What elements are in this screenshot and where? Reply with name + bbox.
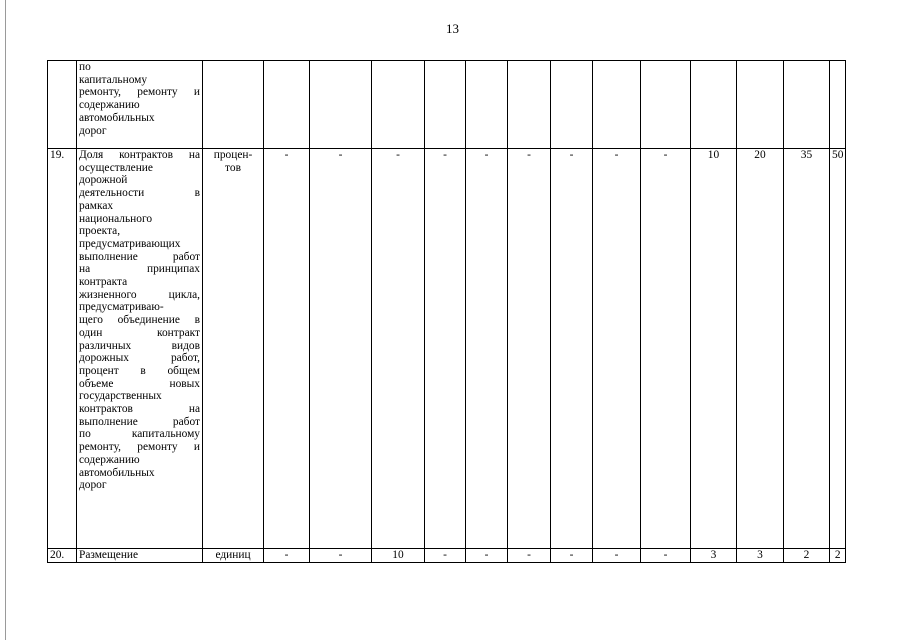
value-cell: -	[264, 549, 310, 563]
table-row	[48, 549, 846, 563]
indicator-name-line: по капитальному	[79, 428, 200, 441]
indicator-name-cell	[77, 549, 203, 563]
unit-line: тов	[225, 161, 241, 174]
unit-line: единиц	[215, 549, 251, 561]
indicator-name-line: Доля контрактов на	[79, 149, 200, 161]
value-cell: -	[641, 549, 691, 563]
value-cell: -	[466, 149, 508, 549]
value-cell: 3	[737, 549, 784, 563]
indicator-name-line: щего объединение в	[79, 314, 200, 327]
indicator-name-cell	[77, 149, 203, 549]
indicator-name-line: предусматривающих	[79, 237, 181, 250]
indicator-name-line: выполнение работ	[79, 415, 200, 428]
value-cell: -	[641, 149, 691, 549]
value-cell: -	[310, 549, 372, 563]
value-cell	[372, 61, 425, 149]
value-cell	[737, 61, 784, 149]
indicator-name-line: ремонту, ремонту и	[79, 86, 200, 99]
value-cell	[641, 61, 691, 149]
indicator-name-line: на принципах	[79, 263, 200, 276]
indicator-name-line: контрактов на	[79, 403, 200, 416]
value-cell	[593, 61, 641, 149]
indicators-table	[47, 60, 846, 563]
value-cell: -	[372, 149, 425, 549]
row-number-cell	[48, 61, 77, 149]
indicator-name-line: автомобильных	[79, 466, 155, 479]
value-cell	[830, 61, 846, 149]
table-row	[48, 61, 846, 149]
value-cell: 10	[691, 149, 737, 549]
indicator-name-line: ремонту, ремонту и	[79, 441, 200, 454]
unit-cell	[203, 149, 264, 549]
indicator-name-line: различных видов	[79, 339, 200, 352]
value-cell	[784, 61, 830, 149]
value-cell: 3	[691, 549, 737, 563]
indicator-name-line: осуществление	[79, 161, 153, 174]
value-cell: -	[508, 149, 551, 549]
indicator-name-line: процент в общем	[79, 364, 200, 377]
value-cell: 10	[372, 549, 425, 563]
indicator-name-line: предусматриваю-	[79, 301, 164, 314]
value-cell: -	[593, 149, 641, 549]
value-cell: 2	[784, 549, 830, 563]
indicator-name-line: контракта	[79, 276, 128, 289]
value-cell	[466, 61, 508, 149]
value-cell: -	[425, 549, 466, 563]
value-cell: -	[551, 549, 593, 563]
value-cell: 50	[830, 149, 846, 549]
value-cell	[551, 61, 593, 149]
indicator-name-line: национального	[79, 212, 153, 225]
value-cell	[691, 61, 737, 149]
value-cell: -	[508, 549, 551, 563]
value-cell	[310, 61, 372, 149]
value-cell: 35	[784, 149, 830, 549]
indicator-name-line: дорог	[79, 479, 107, 492]
value-cell: -	[310, 149, 372, 549]
indicator-name-line: деятельности в	[79, 187, 200, 200]
unit-cell	[203, 549, 264, 563]
indicator-name-line: дорожной	[79, 174, 128, 187]
unit-cell	[203, 61, 264, 149]
indicator-name-line: Размещение	[79, 549, 139, 561]
indicator-name-line: содержанию	[79, 99, 140, 112]
value-cell: 20	[737, 149, 784, 549]
value-cell: -	[466, 549, 508, 563]
value-cell	[264, 61, 310, 149]
indicator-name-line: проекта,	[79, 225, 121, 238]
indicator-name-line: один контракт	[79, 326, 200, 339]
value-cell: -	[425, 149, 466, 549]
unit-line: процен-	[213, 149, 253, 161]
indicator-name-cell	[77, 61, 203, 149]
indicator-name-line: дорожных работ,	[79, 352, 200, 365]
value-cell: -	[551, 149, 593, 549]
indicator-name-line: автомобильных	[79, 111, 155, 124]
indicator-name-line: капитальному	[79, 73, 148, 86]
indicator-name-line: выполнение работ	[79, 250, 200, 263]
value-cell	[425, 61, 466, 149]
row-number-cell: 19.	[48, 149, 77, 549]
value-cell	[508, 61, 551, 149]
indicator-name-line: жизненного цикла,	[79, 288, 200, 301]
indicator-name-line: государственных	[79, 390, 162, 403]
indicator-name-line: дорог	[79, 124, 107, 137]
page-number: 13	[446, 21, 459, 36]
table-body	[48, 61, 846, 563]
value-cell: -	[264, 149, 310, 549]
table-row	[48, 149, 846, 549]
value-cell: 2	[830, 549, 846, 563]
page-margin-line	[5, 0, 6, 640]
row-number-cell: 20.	[48, 549, 77, 563]
value-cell: -	[593, 549, 641, 563]
indicator-name-line: объеме новых	[79, 377, 200, 390]
indicator-name-line: содержанию	[79, 453, 140, 466]
indicator-name-line: по	[79, 61, 91, 73]
indicator-name-line: рамках	[79, 199, 114, 212]
